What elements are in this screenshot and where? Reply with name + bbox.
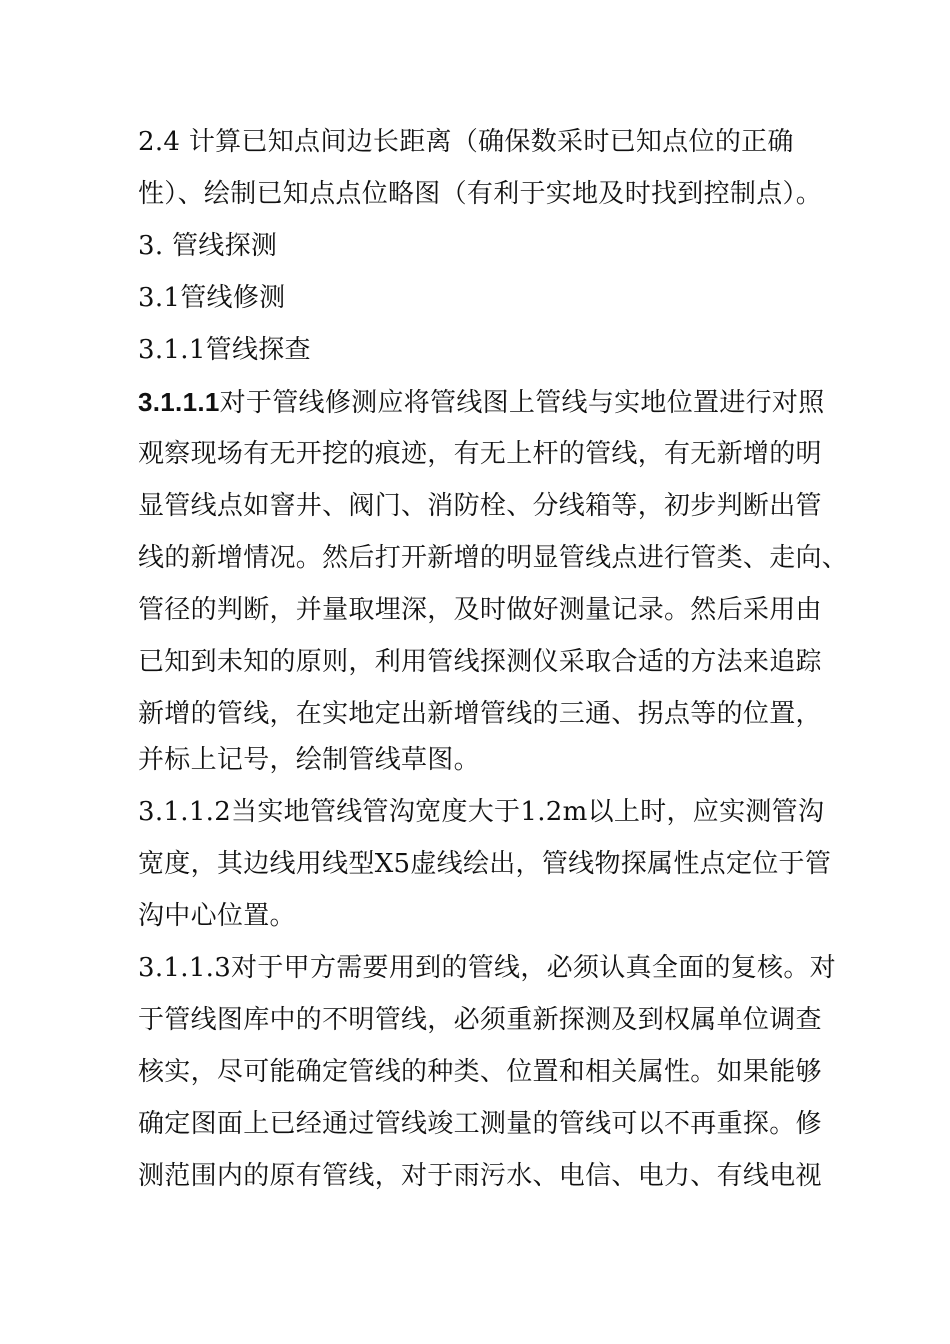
paragraph-start bbox=[138, 385, 825, 420]
text-line: 新增的管线，在实地定出新增管线的三通、拐点等的位置， bbox=[138, 699, 822, 729]
section-number: 3.1.1.1 bbox=[138, 387, 220, 417]
section-heading: 3.1.1管线探查 bbox=[138, 335, 311, 365]
text-line: 沟中心位置。 bbox=[138, 901, 296, 931]
text-line: 已知到未知的原则，利用管线探测仪采取合适的方法来追踪 bbox=[138, 647, 822, 677]
text-line: 核实，尽可能确定管线的种类、位置和相关属性。如果能够 bbox=[138, 1057, 822, 1087]
text-line: 2.4 计算已知点间边长距离（确保数采时已知点位的正确 bbox=[138, 127, 794, 157]
text-line: 3.1.1.2当实地管线管沟宽度大于1.2m以上时，应实测管沟 bbox=[138, 797, 825, 827]
text-line: 于管线图库中的不明管线，必须重新探测及到权属单位调查 bbox=[138, 1005, 822, 1035]
text-line: 3.1.1.3对于甲方需要用到的管线，必须认真全面的复核。对 bbox=[138, 953, 836, 983]
text-line: 管径的判断，并量取埋深，及时做好测量记录。然后采用由 bbox=[138, 595, 822, 625]
text-line: 性）、绘制已知点点位略图（有利于实地及时找到控制点）。 bbox=[138, 179, 823, 209]
text-line: 测范围内的原有管线，对于雨污水、电信、电力、有线电视 bbox=[138, 1161, 822, 1191]
text-line: 确定图面上已经通过管线竣工测量的管线可以不再重探。修 bbox=[138, 1109, 822, 1139]
text-line: 宽度，其边线用线型X5虚线绘出，管线物探属性点定位于管 bbox=[138, 849, 832, 879]
text-span: 对于管线修测应将管线图上管线与实地位置进行对照 bbox=[219, 388, 825, 418]
text-line: 观察现场有无开挖的痕迹，有无上杆的管线，有无新增的明 bbox=[138, 439, 822, 469]
text-line: 线的新增情况。然后打开新增的明显管线点进行管类、走向、 bbox=[138, 543, 849, 573]
text-line: 并标上记号，绘制管线草图。 bbox=[138, 745, 480, 775]
section-heading: 3. 管线探测 bbox=[138, 231, 278, 261]
text-line: 显管线点如窨井、阀门、消防栓、分线箱等，初步判断出管 bbox=[138, 491, 822, 521]
section-heading: 3.1管线修测 bbox=[138, 283, 286, 313]
